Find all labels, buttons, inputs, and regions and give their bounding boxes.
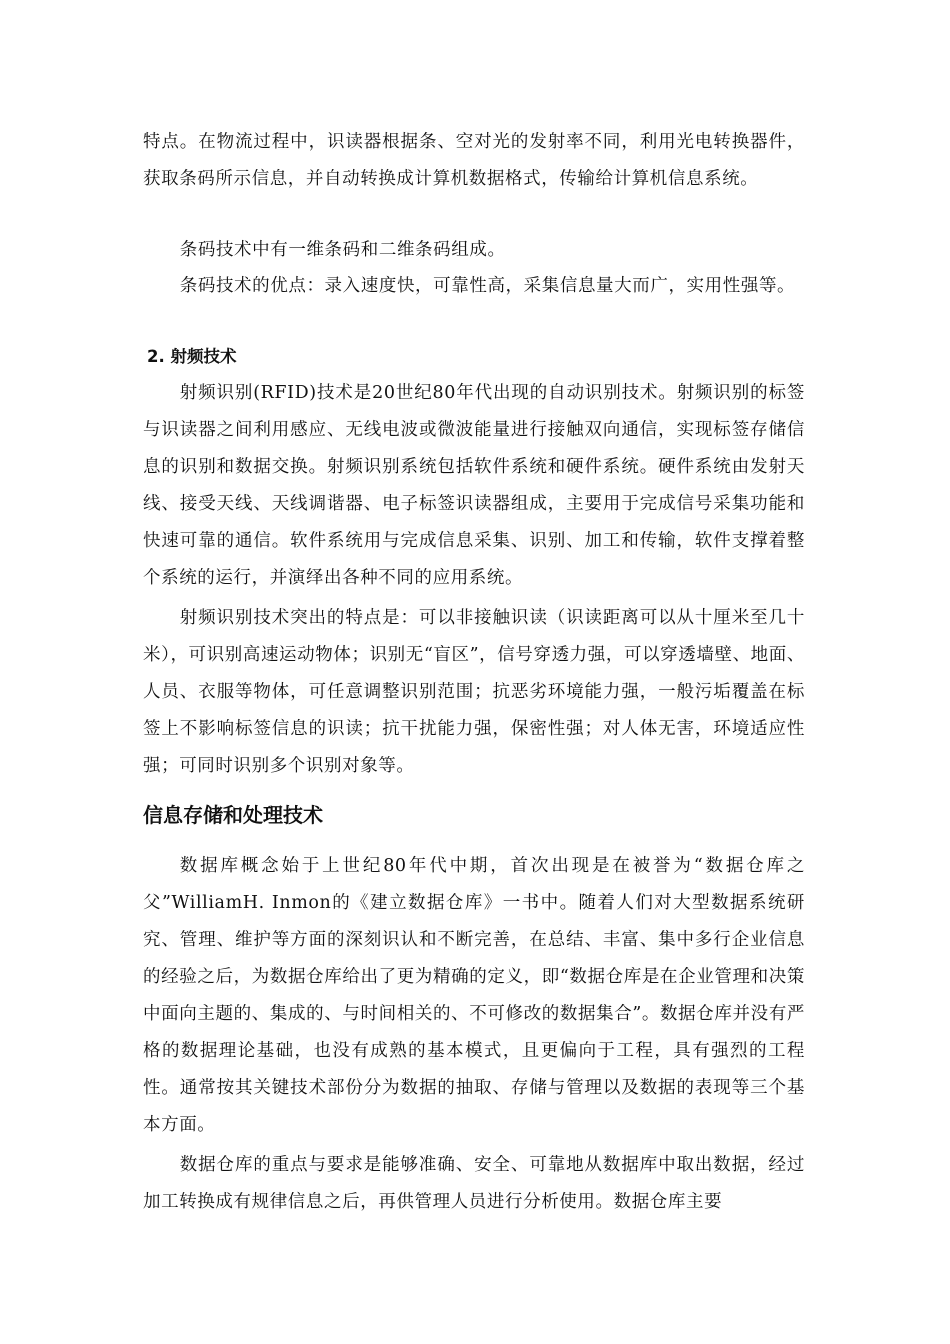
paragraph-data-warehouse: 数据库概念始于上世纪80年代中期，首次出现是在被誉为“数据仓库之父”WilliamH. Inmon的《建立数据仓库》一书中。随着人们对大型数据系统研究、管理、维护等方面的深刻识认和不断完善，在总结、丰富、集中多行企业信息的经验之后，为数据仓库给出了更为精确的定义，即“数据仓库是在企业管理和决策中面向主题的、集成的、与时间相关的、不可修改的数据集合”。数据仓库并没有严格的数据理论基础，也没有成熟的基本模式，且更偏向于工程，具有强烈的工程性。通常按其关键技术部份分为数据的抽取、存储与管理以及数据的表现等三个基本方面。 [143,856,805,1135]
paragraph-rfid-features: 射频识别技术突出的特点是：可以非接触识读（识读距离可以从十厘米至几十米），可识别高速运动物体；识别无“盲区”，信号穿透力强，可以穿透墙壁、地面、人员、衣服等物体，可任意调整识别范围；抗恶劣环境能力强，一般污垢覆盖在标签上不影响标签信息的识读；抗干扰能力强，保密性强；对人体无害，环境适应性强；可同时识别多个识别对象等。 [143,608,805,776]
paragraph-barcode-types: 条码技术中有一维条码和二维条码组成。 [179,240,506,260]
paragraph-data-warehouse-focus: 数据仓库的重点与要求是能够准确、安全、可靠地从数据库中取出数据，经过加工转换成有规律信息之后，再供管理人员进行分析使用。数据仓库主要 [143,1155,805,1212]
paragraph-barcode-advantages: 条码技术的优点：录入速度快，可靠性高，采集信息量大而广，实用性强等。 [179,276,796,296]
paragraph-intro: 特点。在物流过程中，识读器根据条、空对光的发射率不同，利用光电转换器件，获取条码所示信息，并自动转换成计算机数据格式，传输给计算机信息系统。 [143,132,805,189]
heading-storage: 信息存储和处理技术 [143,803,323,827]
paragraph-rfid-intro: 射频识别(RFID)技术是20世纪80年代出现的自动识别技术。射频识别的标签与识读器之间利用感应、无线电波或微波能量进行接触双向通信，实现标签存储信息的识别和数据交换。射频识别系统包括软件系统和硬件系统。硬件系统由发射天线、接受天线、天线调谐器、电子标签识读器组成，主要用于完成信号采集功能和快速可靠的通信。软件系统用与完成信息采集、识别、加工和传输，软件支撑着整个系统的运行，并演绎出各种不同的应用系统。 [143,383,805,588]
heading-rfid: 2. 射频技术 [147,347,237,366]
